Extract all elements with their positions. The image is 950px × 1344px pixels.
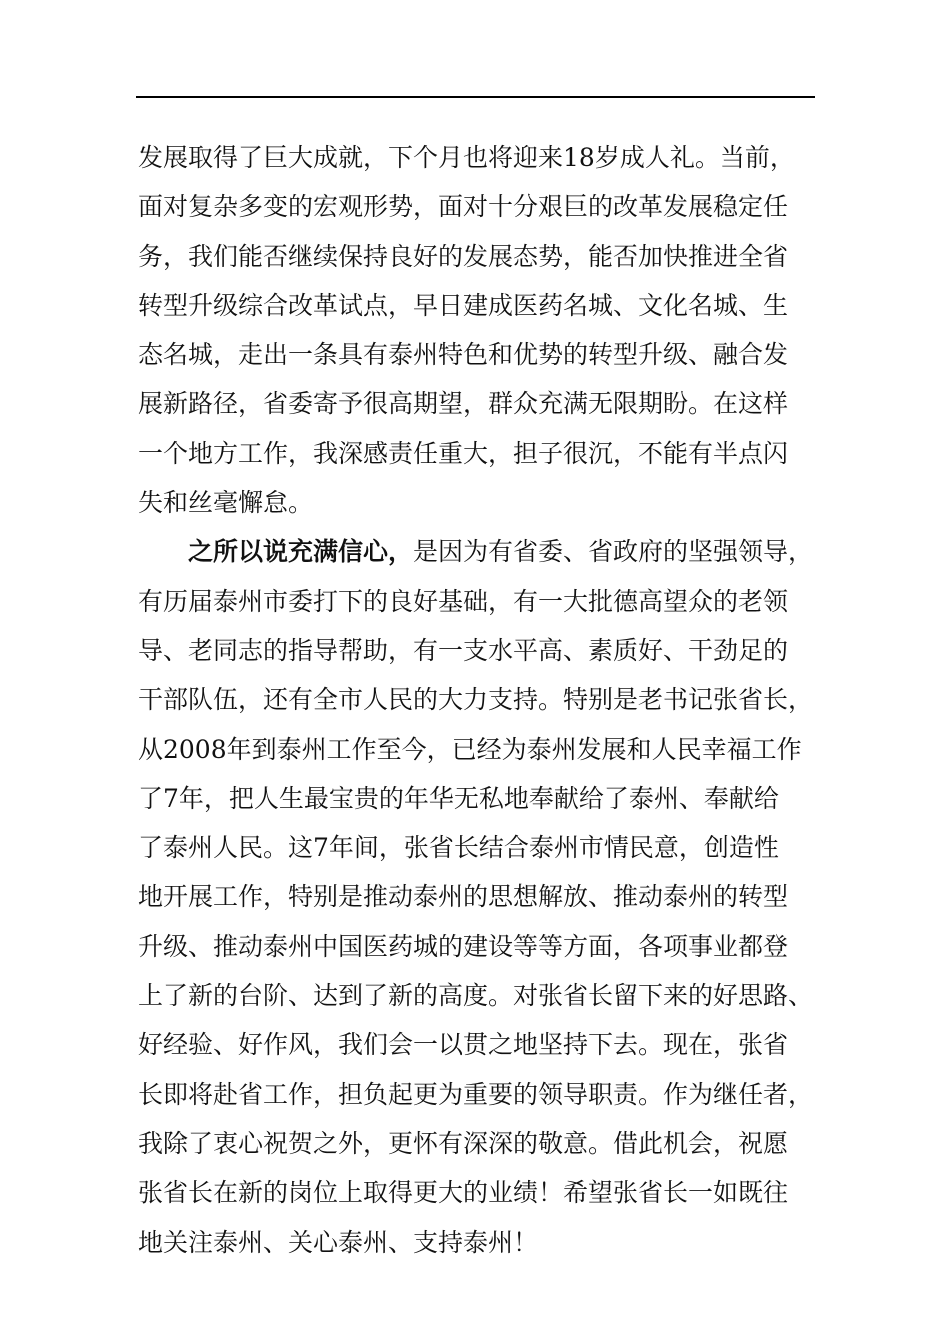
paragraph-2 (138, 527, 814, 1266)
text-line: 一个地方工作，我深感责任重大，担子很沉，不能有半点闪 (138, 438, 789, 468)
header-rule (136, 96, 815, 98)
text-line: 导、老同志的指导帮助，有一支水平高、素质好、干劲足的 (138, 635, 789, 665)
first-line-text: 是因为有省委、省政府的坚强领导， (413, 537, 814, 567)
document-body (138, 133, 814, 1267)
text-line: 地开展工作，特别是推动泰州的思想解放、推动泰州的转型 (138, 882, 789, 912)
text-line: 务，我们能否继续保持良好的发展态势，能否加快推进全省 (138, 241, 789, 271)
text-line: 面对复杂多变的宏观形势，面对十分艰巨的改革发展稳定任 (138, 192, 789, 222)
text-line: 上了新的台阶、达到了新的高度。对张省长留下来的好思路、 (138, 981, 814, 1011)
text-line: 有历届泰州市委打下的良好基础，有一大批德高望众的老领 (138, 586, 789, 616)
text-line: 态名城，走出一条具有泰州特色和优势的转型升级、融合发 (138, 340, 789, 370)
text-line: 好经验、好作风，我们会一以贯之地坚持下去。现在，张省 (138, 1030, 789, 1060)
text-line: 失和丝毫懈怠。 (138, 488, 314, 518)
paragraph-1 (138, 133, 814, 527)
text-line: 张省长在新的岗位上取得更大的业绩！希望张省长一如既往 (138, 1178, 789, 1208)
text-line: 展新路径，省委寄予很高期望，群众充满无限期盼。在这样 (138, 389, 789, 419)
text-line: 我除了衷心祝贺之外，更怀有深深的敬意。借此机会，祝愿 (138, 1128, 789, 1158)
text-line: 升级、推动泰州中国医药城的建设等等方面，各项事业都登 (138, 931, 789, 961)
text-line: 了7年，把人生最宝贵的年华无私地奉献给了泰州、奉献给 (138, 783, 779, 813)
text-line: 干部队伍，还有全市人民的大力支持。特别是老书记张省长， (138, 685, 814, 715)
text-line: 了泰州人民。这7年间，张省长结合泰州市情民意，创造性 (138, 833, 779, 863)
text-line: 长即将赴省工作，担负起更为重要的领导职责。作为继任者， (138, 1079, 814, 1109)
lead-phrase: 之所以说充满信心， (188, 537, 414, 567)
paragraph-first-line (138, 527, 814, 576)
text-line: 转型升级综合改革试点，早日建成医药名城、文化名城、生 (138, 290, 789, 320)
text-line: 从2008年到泰州工作至今，已经为泰州发展和人民幸福工作 (138, 734, 802, 764)
text-line: 地关注泰州、关心泰州、支持泰州！ (138, 1227, 539, 1257)
text-line: 发展取得了巨大成就，下个月也将迎来18岁成人礼。当前， (138, 143, 795, 172)
